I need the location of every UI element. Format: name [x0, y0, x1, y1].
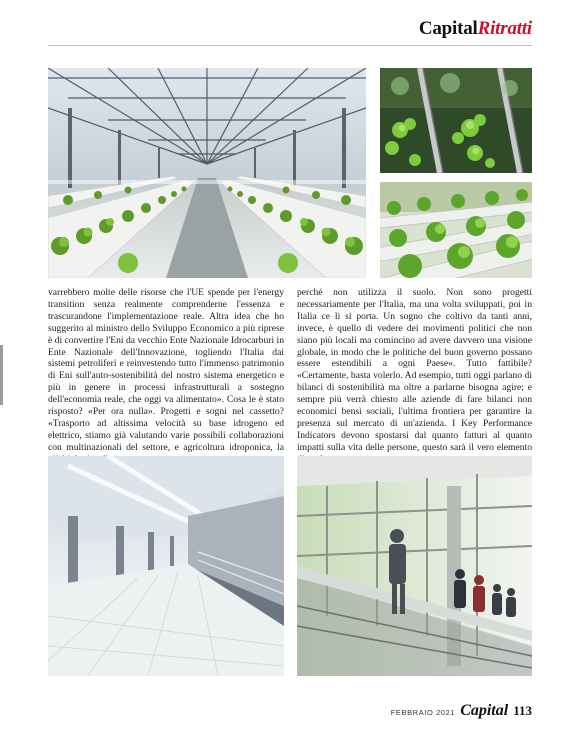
magazine-name: Capital — [460, 702, 509, 719]
issue-date: FEBBRAIO 2021 — [390, 708, 456, 717]
section-brand — [419, 18, 532, 40]
seedlings-photo — [380, 68, 532, 173]
station-illustration — [48, 456, 284, 676]
article-column-left: varrebbero molte delle risorse che l'UE spende per l'energy transition senza realmente comprenderne l'essenza e trascurandone l'implementazione reale. Altra idea che ho suggerito al ministro dello Sviluppo Economico a più riprese è di convertire l'Eni da vecchio Ente Nazionale Idrocarburi in Ente Nazionale dell'Innovazione, togliendo l'Italia dai sistemi petroliferi e reinvestendo tutto l'immenso patrimonio di Eni sull'auto-sostenibilità del nostro sistema energetico e più in genere in processi infrastrutturali a sostegno dell'economia reale, che oggi va alimentato». Cosa le è stato risposto? «Per ora nulla». Progetti e sogni nel cassetto? «Trasporto ad altissima velocità su base idrogeno ed elettrico, stiamo già valutando varie possibili collaborazioni con multinazionali del settore, e agricoltura idroponica, la — [48, 287, 284, 453]
header-rule — [48, 45, 532, 46]
office-illustration — [297, 456, 532, 676]
brand-ritratti: Ritratti — [477, 18, 532, 39]
article-column-right: perché non utilizza il suolo. Non sono progetti necessariamente per l'Italia, ma una volta sviluppati, poi in Italia ce li si porta. Un sogno che coltivo da tanti anni, invece, è quello di vedere dei movimenti politici che non siano più locali ma comincino ad avere davvero una visione globale, in modo che le politiche del buon governo possano essere estendibili a ogni Paese». Tutto fattibile? «Certamente, basta volerlo. Ad esempio, tutti oggi parlano di bilanci di sostenibilità ma oltre a parlarne bisogna agire; e sempre più verrà chiesto alle aziende di fare bilanci non economici bensì sociali, l'ultima frontiera per garantire la presenza sul mercato di un'azienda. I Key Performance Indicators devono spostarsi dal quanto fatturi al quanto impatti sulla vita delle persone, questo sarà il vero elemento — [297, 287, 532, 453]
seedlings-illustration — [380, 68, 532, 173]
brand-capital: Capital — [418, 18, 478, 39]
page-footer — [391, 702, 532, 720]
office-stairs-photo — [297, 456, 532, 676]
station-interior-photo — [48, 456, 284, 676]
greenhouse-photo — [48, 68, 366, 278]
page-edge-mark — [0, 345, 3, 405]
hydroponic-illustration — [380, 182, 532, 278]
page-number: 113 — [513, 703, 532, 718]
greenhouse-illustration — [48, 68, 366, 278]
hydroponic-tubes-photo — [380, 182, 532, 278]
